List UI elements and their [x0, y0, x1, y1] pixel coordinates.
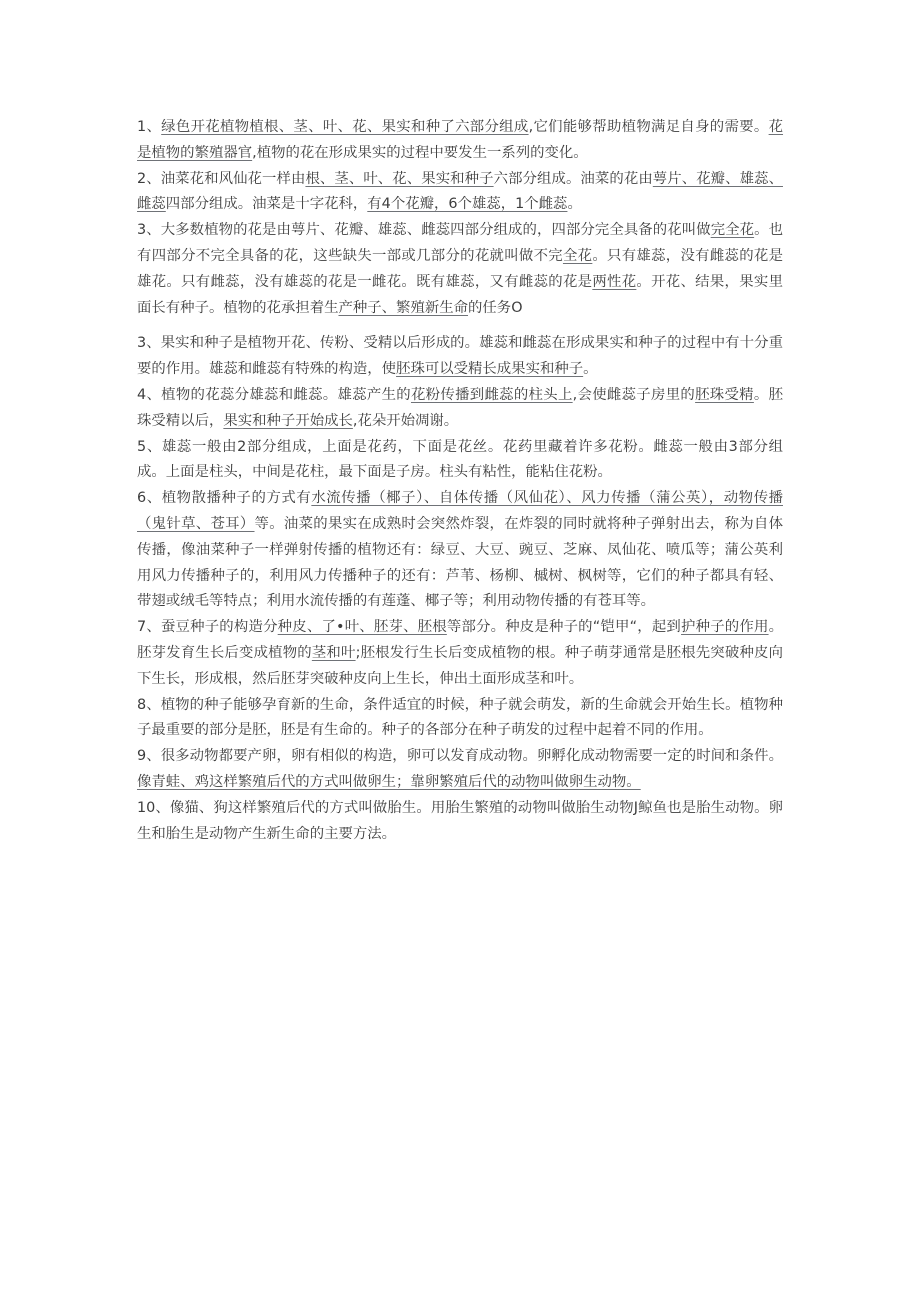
text-segment: 。胚珠受精以后，	[137, 386, 783, 429]
text-segment: 的任务O	[468, 299, 523, 316]
text-segment: 。开花、结果，果实里面长有种子。植物的花承担着生	[137, 273, 783, 316]
underlined-text: 花粉传播到雌蕊的柱头上	[410, 386, 573, 403]
text-segment: 。	[567, 196, 582, 213]
underlined-text: 胚珠受精	[695, 386, 754, 403]
paragraph	[137, 693, 783, 745]
underlined-text: 产种子、繁殖新生命	[338, 299, 469, 316]
underlined-text: 胚珠可以受精长成果实和种子	[396, 361, 584, 378]
underlined-text: 花是植物的繁殖器官	[137, 119, 784, 161]
text-segment: 6、植物散播种子的方式有	[137, 490, 312, 507]
underlined-text: 护种子的作用	[681, 619, 769, 636]
text-segment: 四部分组成。油菜是十字花科，	[165, 196, 368, 213]
text-segment: 。也有四部分不完全具备的花，这些缺失一部或几部分的花就叫做不完	[137, 222, 783, 264]
paragraph	[137, 486, 783, 615]
document-body	[137, 115, 783, 847]
text-segment: 3、果实和种子是植物开花、传粉、受精以后形成的。雄蕊和雌蕊在形成果实和种子的过程中有十分重要的作用。雄蕊和雌蕊有特殊的构造，使	[137, 335, 783, 378]
text-segment: 。	[583, 361, 598, 378]
text-segment: 3、大多数植物的花是由萼片、花瓣、雄蕊、雌蕊四部分组成的，四部分完全具备的花叫做	[137, 222, 711, 239]
paragraph	[137, 331, 783, 383]
text-segment: 8、植物的种子能够孕育新的生命，条件适宜的时候，种子就会萌发，新的生命就会开始生长。植物种子最重要的部分是胚，胚是有生命的。种子的各部分在种子萌发的过程中起着不同的作用。	[137, 696, 783, 739]
text-segment: 2、油菜花和风仙花一样由	[137, 170, 306, 187]
text-segment: 7、蚕豆种子的构造分	[137, 619, 278, 636]
underlined-text: 萼片、花瓣、雄蕊、雌蕊	[137, 170, 783, 213]
underlined-text: 种皮、了•叶、胚芽、胚根	[277, 619, 447, 636]
text-segment: 4、植物的花蕊分雄蕊和雌蕊。雄蕊产生的	[137, 386, 411, 403]
underlined-text: 完全花	[710, 222, 755, 239]
underlined-text: 有4个花瓣，6个雄蕊，1个雌蕊	[367, 196, 568, 213]
text-segment: 1、	[137, 119, 162, 135]
text-segment: ,它们能够帮助植物满足自身的需要。	[528, 119, 769, 135]
paragraph	[137, 167, 783, 219]
text-segment: 10、像猫、狗这样繁殖后代的方式叫做胎生。用胎生繁殖的动物叫做胎生动物J鲸鱼也是胎生动物。卵生和胎生是动物产生新生命的主要方法。	[137, 799, 783, 842]
text-segment: 六部分组成。油菜的花由	[493, 170, 653, 187]
text-segment: ,会使雌蕊子房里的	[572, 386, 696, 403]
paragraph	[137, 744, 783, 796]
text-segment: 。胚芽发育生长后变成植物的	[137, 619, 783, 661]
paragraph	[137, 115, 783, 167]
text-segment: 5、雄蕊一般由2部分组成，上面是花药，下面是花丝。花药里藏着许多花粉。雌蕊一般由3部分组成。上面是柱头，中间是花柱，最下面是子房。柱头有粘性，能粘住花粉。	[137, 438, 783, 481]
paragraph	[137, 218, 783, 321]
underlined-text: 茎和叶	[311, 644, 356, 661]
paragraph	[137, 796, 783, 848]
underlined-text: 根、茎、叶、花、果实和种子	[305, 170, 494, 187]
underlined-text: 两性花	[592, 273, 637, 290]
text-segment: ,花朵开始凋谢。	[352, 412, 459, 429]
paragraph	[137, 435, 783, 487]
text-segment: 等部分。种皮是种子的“铠甲“，起到	[446, 619, 682, 636]
underlined-text: 全花	[562, 247, 593, 264]
paragraph	[137, 383, 783, 435]
underlined-text: 水流传播（椰子）、自体传播（风仙花）、风力传播（蒲公英），动物传播（鬼针草、苍耳）	[137, 490, 783, 532]
underlined-text: 绿色开花植物植根、茎、叶、花、果实和种了六部分组成	[161, 119, 529, 135]
text-segment: 。只有雄蕊，没有雌蕊的花是雄花。只有雌蕊，没有雄蕊的花是一雌花。既有雄蕊，又有雌蕊的花是	[137, 247, 783, 290]
underlined-text: 果实和种子开始成长	[223, 412, 353, 429]
text-segment: 等。油菜的果实在成熟时会突然炸裂，在炸裂的同时就将种子弹射出去，称为自体传播，像油菜种子一样弹射传播的植物还有：绿豆、大豆、豌豆、芝麻、凤仙花、喷瓜等；蒲公英利用风力传播种子的，利用风力传播种子的还有：芦苇、杨柳、槭树、枫树等，它们的种子都具有轻、带翅或绒毛等特点；利用水流传播的有莲蓬、椰子等；利用动物传播的有苍耳等。	[137, 515, 783, 610]
text-segment: 9、很多动物都要产卵，卵有相似的构造，卵可以发育成动物。卵孵化成动物需要一定的时间和条件。	[137, 748, 783, 765]
paragraph	[137, 615, 783, 692]
text-segment: ,植物的花在形成果实的过程中要发生一系列的变化。	[252, 144, 588, 161]
text-segment: ;胚根发行生长后变成植物的根。种子萌芽通常是胚根先突破种皮向下生长，形成根，然后胚芽突破种皮向上生长，伸出土面形成茎和叶。	[137, 644, 783, 687]
underlined-text: 像青蛙、鸡这样繁殖后代的方式叫做卵生；靠卵繁殖后代的动物叫做卵生动物。	[137, 773, 641, 790]
